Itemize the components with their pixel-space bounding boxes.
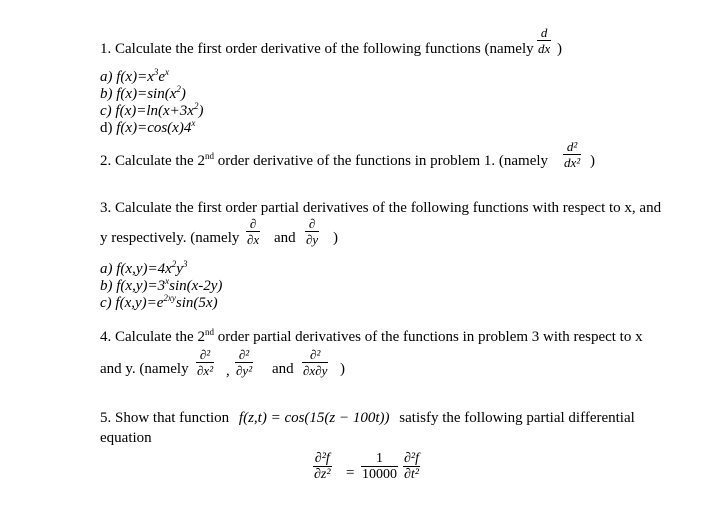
q3-partial-y-operator: ∂ ∂y xyxy=(306,216,319,247)
q1-statement: 1. Calculate the first order derivative of the following functions (namely xyxy=(100,41,534,57)
q2-second-derivative-operator xyxy=(563,140,581,170)
q3-and: and xyxy=(274,230,296,246)
q5-statement-line1: 5. Show that function f(z,t) = cos(15(z − 100t)) satisfy the following partial differential xyxy=(100,410,635,426)
q4-and: and xyxy=(272,361,294,377)
q4-statement-line2: and y. (namely xyxy=(100,361,189,377)
q4-close-paren: ) xyxy=(340,361,345,377)
q1-item-a: a) $f(x)=x^3e^x$ xyxy=(100,67,170,85)
q1-derivative-operator xyxy=(537,26,551,56)
q4-statement-line1: 4. Calculate the 2nd order partial derivatives of the functions in problem 3 with respect to x xyxy=(100,327,643,345)
q3-item-c: c) $f(x,y)=e^{2xy}\sin(5x)$ xyxy=(100,293,218,311)
q1-item-d: d) $f(x)=\cos(x)4^x$ xyxy=(100,118,196,136)
q2-op-numerator: d² xyxy=(566,139,578,154)
q5-equals-sign: = xyxy=(346,465,355,481)
q4-mixed-partial-operator: ∂² ∂x∂y xyxy=(303,347,328,378)
q4-second-partial-x-operator: ∂² ∂x² xyxy=(197,347,214,378)
q4-second-partial-y-operator: ∂² ∂y² xyxy=(236,347,253,378)
q4-comma: , xyxy=(226,363,230,379)
q1-item-c: c) $f(x)=\ln(x+3x^2)$ xyxy=(100,101,204,119)
q3-statement-line1: 3. Calculate the first order partial derivatives of the following functions with respect to x, and xyxy=(100,200,662,216)
q1-op-numerator: d xyxy=(540,25,548,40)
q3-item-a: a) $f(x,y)=4x^2y^3$ xyxy=(100,259,188,277)
q3-partial-x-operator: ∂ ∂x xyxy=(247,216,260,247)
q3-statement-line2: y respectively. (namely xyxy=(100,230,240,246)
q2-close-paren: ) xyxy=(590,153,595,169)
q5-function: f(z,t) = cos(15(z − 100t)) xyxy=(238,410,390,426)
q5-rhs-second-partial-t: ∂²f ∂t² xyxy=(404,451,420,482)
q5-coefficient: 1 10000 xyxy=(362,451,397,482)
q5-lhs-second-partial-z: ∂²f ∂z² xyxy=(314,451,331,482)
q2-op-denominator: dx² xyxy=(564,155,581,170)
q1-item-b: b) $f(x)=\sin(x^2)$ xyxy=(100,84,186,102)
q5-statement-line2: equation xyxy=(100,430,152,446)
q3-item-b: b) $f(x,y)=3^x\sin(x-2y)$ xyxy=(100,276,223,294)
q2-statement: 2. Calculate the 2nd order derivative of the functions in problem 1. (namely xyxy=(100,151,549,169)
q1-op-denominator: dx xyxy=(538,41,551,56)
q1-close-paren: ) xyxy=(557,41,562,57)
q3-close-paren: ) xyxy=(333,230,338,246)
